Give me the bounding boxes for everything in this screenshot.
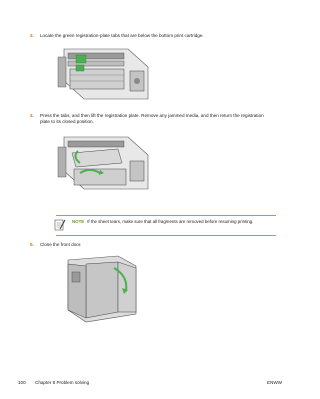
step-4 <box>30 113 270 125</box>
step-text: Press the tabs, and then lift the registration plate. Remove any jammed media, and then return the registration plate to its closed position. <box>40 113 264 125</box>
close-front-door-illustration <box>56 254 146 326</box>
step-number: 3. <box>30 33 34 38</box>
step-5 <box>30 242 270 248</box>
note-body: If the sheet tears, make sure that all fragments are removed before resuming printing. <box>87 219 254 224</box>
note-box <box>56 215 276 236</box>
note-text <box>72 219 272 225</box>
page-number: 100 <box>18 380 26 385</box>
step-number: 4. <box>30 113 34 118</box>
registration-plate-illustration <box>56 133 156 193</box>
step-number: 5. <box>30 242 34 247</box>
chapter-title: Chapter 8 Problem solving <box>35 380 90 385</box>
step-text: Locate the green registration-plate tabs that are below the bottom print cartridge. <box>40 33 204 38</box>
step-3 <box>30 33 270 39</box>
printer-tabs-illustration <box>56 45 156 103</box>
note-pencil-icon <box>54 218 66 232</box>
footer-right: ENWW <box>266 380 282 385</box>
note-label: NOTE <box>72 219 85 224</box>
step-text: Close the front door. <box>40 242 82 247</box>
